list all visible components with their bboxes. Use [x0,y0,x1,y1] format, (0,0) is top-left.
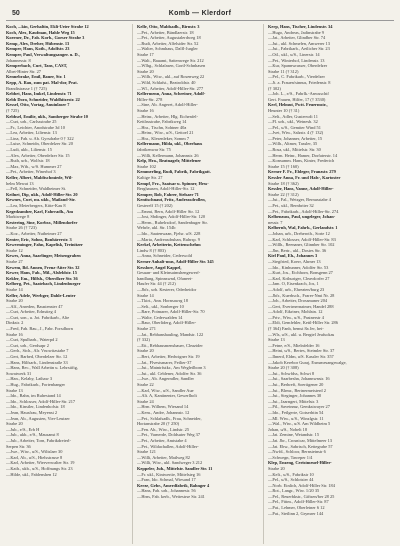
directory-entry: —Johan, urb., Dreheroth., Sorte 12 [268,230,330,236]
directory-entry: —Koz., Arbeiter, Nutbeimer 27 [6,230,62,236]
directory-entry: —Fl. urb., ukl., Weinesb. 32 [268,119,318,125]
directory-entry: —Ido., Bahn, im Ruhestand 14 [6,393,61,399]
directory-entry: —Sine, Ab. Angeret, Adolf-Hiller- [137,102,198,108]
directory-entry: Sowatwerk 31 [6,370,32,376]
directory-entry: —Jub., Arbeiter, Torn, Fabrikdreierl- [6,437,71,443]
directory-entry: Kemper, Paul, Verwaltungsanger. u. D., [6,51,80,57]
directory-entry: —Konsumm. Hans, Kinter, Frederich [268,158,335,164]
directory-entry: Marktwege 8 [6,214,30,220]
directory-entry: Strabe 20 [137,348,154,354]
directory-entry: Kepp, A. Rau, zum pat. Mal-dor, Prat. [6,79,78,85]
directory-entry: —Heini, u/S., Bertes, Steimler Str. 37 [268,348,335,354]
directory-entry: —Fred, Fab. Bau., J., Fabr. Forsdhorn [6,326,73,332]
directory-entry: († 725) [6,107,19,113]
directory-entry: Kennebrake, Emil, Bauer, Str. 1 [6,74,66,80]
directory-entry: —Herm., Ruhelrsdorf, Sandenbuger Str. [137,219,208,225]
directory-entry: († 332) [137,337,150,343]
directory-entry: —Jean, Hausfrau, Meyenst 2 [6,409,58,415]
directory-entry: Kemper, Bob, Fahrer, Sielsaer 71 [137,191,199,197]
directory-entry: († 364) Fanb, bemst 8a Jer, hei- [268,326,324,332]
directory-entry: Kelle, Otto, Maldsadh., Birnstr. 3 [137,24,200,29]
directory-entry: Kessel, Otto, Vortag, Anuinlaser 7 [6,102,70,108]
directory-entry: Kegedzamber, Karl, Fahrradh., Am [6,208,74,214]
directory-entry: —Wilh., Altmer, Tassler, 35 [268,141,318,147]
directory-entry: Strabe 121 [137,449,156,455]
directory-entry: —Jut., Jaarngert, Mittelstr. 3 [268,398,319,404]
directory-entry: Strabe 18 († 362) [268,180,299,186]
directory-entry: —Peter, Johanner, Arbeiter, 15 [268,135,323,141]
directory-entry: —Jut., Saarbeshn, Johannwnstr. 16 [268,376,330,382]
directory-entry: —Jat., Flvestsmarer, Feilier-37 [137,359,192,365]
directory-entry: Kessler Anna, Fr. und Hals-, Kartoster [268,175,341,181]
directory-entry: —Karl, Wtw., u/S., Sandler Aue [137,387,194,393]
directory-entry: —Kurt, Jos., Eichhorn, Bonsgenn 27 [268,270,333,276]
directory-entry: Lindw 8 († 803) [137,247,166,253]
directory-entry: Keller, Adele, Werbger, Dahle-Lenter [6,292,76,298]
directory-entry: —Fell, Schneider, Waldheimer St. [6,186,67,192]
directory-entry: fabrikenwar Str. 75 [137,147,171,153]
directory-entry: —Pat., Steilinn 2, Grymrer 144 [268,510,324,516]
directory-entry: —Lea, Meierbergers, Kitte-Kau 8 [6,203,66,208]
directory-entry: —Siegfried, Koerr, Ahrner 13 [268,258,321,264]
directory-entry: handlung, Spinnswnd, Ofaneet- [137,275,193,281]
directory-entry: —Rosa, ukl., Mittelstr. Str. 30 [268,147,321,153]
directory-entry: —Otl., ukl., u/S., Linerstr. 14 [268,51,320,57]
directory-entry: —Wal., Wtw., u/S. Am Wildheim 5 [268,421,331,427]
directory-entry: Wehrle, ukl. Str. 154b [137,225,176,231]
directory-entry: —Jut., Berhreft, Soertigener 20 [268,382,324,387]
directory-entry: Strabe 24 [137,398,154,404]
directory-entry: —Pel., Reuerbkstr., Giftsen/ber 28 25 [268,493,335,499]
directory-entry: —Ruth, urb., Wolfstr. 18 [6,158,50,164]
directory-entry: —Jvet, Wtw., Salzstr. 4 († 132) [268,130,324,136]
directory-entry: —Karl, Krthuriger, Cleavdorfer 27 [268,275,330,281]
directory-entry: —Hrns, Fab. kerb., Weitestrse Str. 241 [137,493,205,499]
directory-entry: Berghausen, Adolf-Hiller-Str. 12 [137,186,195,192]
directory-entry: —Tkirt., Ann. Hornsawrg 18 [137,298,188,304]
directory-entry: —Jean, Ab., Augusten, Vier-Leutzer [6,415,70,421]
directory-entry: Kekler, Em., Hilfsh., Oberdlzer Str. 36 [6,275,78,281]
directory-entry: —Lea, Arbeiter, Lilienstr. 13 [6,130,57,136]
directory-entry: Koch, ...kin, Gerhaltin, Ekli-Ueier Strabe 12 [6,24,89,29]
directory-entry: —Ido., Feilgerte, Gotserhtin 54 [268,409,324,415]
directory-entry: Strabe 13 [6,387,23,393]
directory-entry: († 302) [268,85,281,91]
directory-entry: —Ludi, ukb., Lilienstr. 15 [6,147,52,153]
directory-entry: Kerp, Hans, Tischer, Lindenstr. 34 [268,24,333,29]
directory-entry: —Luise, Schneidn, Oberdelzer Str. 20 [6,141,73,147]
directory-entry: Keppeler, Jub., Mittelstr. Sandler Str. 11 [137,465,213,471]
directory-entry: —Hugo, Andreas, Jadinstrabe 9 [268,29,324,35]
directory-entry: helm Mewat 13 [6,180,34,186]
directory-entry: —Pel., C. Fabrikarb., Vierdelzer [268,74,325,80]
directory-entry: Kaltige Str. 27 [137,175,163,181]
directory-entry: —Pel., u/S., Gemiter Wind 51 [268,124,321,130]
directory-entry: Kelbernh, Wal, Fahrb., Gerlandstr. 1 [268,225,338,231]
directory-entry: —Jwe., Wtw., u/S., Wiltslaer 30 [6,449,63,455]
directory-column-2 [137,24,264,544]
directory-entry: —Jakob Kerebor Guraj, Exnsmesangrwalge, [268,359,347,365]
directory-entry: —Walter, Schmhaus, Dalfl-Jurgler [137,46,198,52]
directory-entry: —Jut., Blrmr., Bertnermeisterd 2 [268,387,326,393]
directory-entry: —Max, Wtb., w/S. Hummer 27 [6,163,62,169]
directory-entry: Kettlrustrabe, Fabrikweg 14 [137,119,187,125]
directory-entry: Strabe 13 [268,337,285,343]
directory-entry: Kerner F. Fr., Ebleger, Franzstr. 279 [268,169,336,175]
directory-entry: Keilnet, Dip, ukb., Adolf-Hiller-Str. 20 [6,191,78,197]
directory-entry: Strabe 20 [6,421,23,427]
directory-entry: —Kelt., u/S., Fabrikstr 10 [268,471,314,477]
directory-entry: —Heinr., Arbeiter, Hlg. Eichenfel- [137,113,198,119]
directory-entry: Kerze, Gebr., Amerdfabrik, Bahnger 4 [137,482,210,488]
directory-entry: Kemmerling, Rudi, Fabrik, Fabrikgatt. [137,169,211,175]
directory-entry: —Ido., Kinstler, Lindenhofstr. 18 [6,404,65,410]
directory-entry: Kerl, Helmut, Pwtt. Feuermstr., [268,102,328,108]
directory-entry: Hortanstrabe 20 († 250) [137,421,180,427]
directory-entry: —Rare, Poimarer, Adolf-Hiller-Str. 70 [137,309,205,315]
directory-entry: nesstr. 7 [268,219,283,225]
directory-entry: —Pet., Schlafsadh., Frau, Schneider, [137,415,202,421]
directory-entry: —Fen. Ab., Wtw., Lindstr. 25 [137,426,190,432]
directory-entry: Kelbenzuss, Paul, ungeleger, Johan- [268,214,336,220]
directory-entry: Johan, u/S., Nobelt 18 [268,426,308,432]
directory-entry: —Pet., Arbeiter, Amtstabe 4 [137,437,187,443]
directory-entry: —Gert, Barbed, Oberdelzer Str. 12 [6,354,68,360]
directory-entry: Gert. Frauen, Hilfer, 17 († 3530) [268,96,326,102]
directory-entry: Strabe 20 [137,68,154,74]
directory-entry: —Ido., Schlosser, Adolf-Hiller-Str. 217 [6,398,76,404]
directory-entry: —Han., Kelaby, Lathaw 3 [6,376,53,382]
directory-entry: —Kath., ukb., u/S., Hoffnungs Str. 23 [6,465,73,471]
directory-entry: —Alf., Anreden, Baustenster 47 [6,303,63,309]
directory-entry: Hiller-Str. 278 [137,96,163,102]
directory-entry: Kellermenn, Anna, Schreiner, Adolf- [137,91,206,97]
page-range-label: Komb — Klerdorf [168,10,232,17]
directory-entry: —Jut., Matnirfutkr., Am Wegleilborn 3 [137,365,206,371]
directory-entry: —Jut., Fabrikarb., Aetlicher Str. 23 [268,46,330,52]
directory-entry: —Emmi, Bern, Adolf-Hiller Str. 12 [137,208,200,214]
directory-entry: Kestering, Sine, Korbsr., Millendorfer [6,219,78,225]
directory-entry: —Norb. Einlich, Adolf-Hiller Str. 184 [268,482,335,488]
directory-entry: Keller, Albert, Maldtschmiede, Wil- [6,175,73,181]
directory-entry: —Willh., Reenaner, Glinnber Str. 102 [268,242,335,248]
directory-entry: Kentischnaut, Fritz, Andreasdrollen, [137,197,206,203]
directory-entry: Strabe 20 [6,298,23,304]
directory-entry: —Ido., Saatenwaan, Fjelsr. u/S. 228 [137,230,201,236]
directory-entry: —Selt., ukl., Sonberger 10 [137,303,184,309]
directory-entry: Kellermann, Hilda, ukl., Oberhaus [137,141,203,147]
directory-entry: Kewnes, Curt, nu. ukb., Mailand-Str. [6,197,76,203]
directory-entry: —Fetne, e/S., Mielnfelder 16 [268,342,320,348]
directory-entry: Kerner Anhalt-mus, Adolf-Hiller Str. 345 [137,258,214,264]
directory-entry: Strabe 20 († 308) [268,365,299,371]
directory-entry: —Eldi, Gemfehler, Kettl-Hiller Str. 286 [268,320,338,326]
directory-entry: —Willi, Kellermann, Johannstr. 26 [137,152,199,158]
directory-entry: Strabe 14 [137,292,154,298]
directory-entry: —Walte, Cederwalden 14 [137,314,183,320]
directory-entry: —Adolf, urb., Ehreaten/burg 23 [268,286,325,292]
directory-entry: Kelp, Hra., Beatnagelr, Mittelener [137,158,202,164]
directory-entry: —Curt, son., u. Jot. Fabrikarb., Alte [6,314,70,320]
directory-entry: Strabe 20 [268,465,285,471]
directory-entry: —Jut., Schwfdss, Schwt 8 [268,370,315,376]
directory-entry: —Pet., ukl., Bernbriter 32 [268,203,314,208]
directory-entry: —Alex, Arbeiter, Oberdelzer Str. 15 [6,152,70,158]
directory-entry: Koch, Alex, Kaufman, Hahle Weg 15 [6,29,75,35]
directory-entry: Kempf, Frz., Saatsar u. Spinner, Hess- [137,180,209,186]
directory-entry: —Herm. Heinr., Hamer, Dorfaterstr. 14 [268,152,338,158]
directory-entry: —Wlhg., Schlafasen, Gortl-Schnhasen [137,63,206,69]
directory-entry: Kiel Paul, Eh., Johannes 3 [268,253,318,259]
directory-entry: —Willi, Wtw., ukl. Sandweger 3 212 [137,460,203,466]
directory-entry: —Curt, Arbeiter, Erlnstieg 4 [6,309,56,315]
directory-entry: —Karl, Ab., u/S., Hielsstrasse 8 [6,454,63,460]
directory-entry: Klep, Enzeng, Ceristmeuel-Hiller- [268,460,332,466]
directory-entry: —Hans, Fab. urb., Johannestr. 56 [137,488,196,494]
directory-entry: Kemper, Hans, Koth., Adolfstr. 23 [6,46,70,52]
directory-entry: Kenter, Eric, Sohns, Bonhärerstr. 3 [6,236,72,242]
directory-entry: —Hans, Rec., Wall Arbeitn u. Lehrstiftg, [6,365,78,371]
directory-entry: Strabe 12 [6,247,23,253]
directory-entry: —Joh., Arbeiter, Drossmaner 204 [268,298,328,304]
directory-entry: Strabe 17 [137,51,154,57]
directory-entry: Strabe 27 [6,258,23,264]
directory-entry: Strabe 26 († 723) [6,225,37,231]
directory-entry: —Jat. Ebw., Sabrisch, Kettegrabe 57 [268,443,333,449]
directory-entry: —Walt., Bauamt, Sattenwege Str. 212 [137,57,204,63]
directory-entry: —Fr. ukl., Kintwertie, Mittelsteg 16 [137,471,201,477]
directory-entry: —Jhn, Bertr., ukl., Dostes Str. 36 [268,247,327,253]
directory-entry: —Selt., Adler, Gusterwdi 11 [268,113,318,119]
directory-entry: Kelberg, Pet., Saatebach, Lindenburger [6,281,81,287]
directory-entry: —Rudi, Arbeiter, Alfelsider Str. 52 [137,40,199,46]
directory-entry: Brandtstrasse 1 († 725) [6,85,47,91]
directory-entry: —Willi, Arbeiter, Matlweg 82 [137,454,190,460]
directory-entry: —Eit., Rebhausmensbauer, Cleazider [137,342,203,348]
directory-entry: —Pat., Lehmer, Oberleiner 6 12 [268,505,325,511]
directory-entry: —Karl, Schlosser, Adolf-Hiller-Str. 83 [268,236,336,242]
directory-entry: Strabe 102 [137,163,156,169]
directory-entry: —Wl., Arbeiter, Adolf-Hiller-Str. 277 [137,85,204,91]
directory-entry: —Jbfr., urb. Kesterer, Oderheidor [137,286,197,292]
directory-entry: —Pet., Varnerde, Doldsuter Weg 37 [137,432,201,438]
directory-entry: Serpen Str. 36 [6,443,31,449]
directory-entry: —Pil., Savetnmz, Gemkstwayer 27 [268,404,330,410]
directory-entry: Kesslorr, Angel Kappel, [137,264,182,270]
directory-entry: —Jost, Sbdinger, Adolf-Hiller-Str. 120 [137,214,206,220]
directory-entry: —Pel., u/S., Schlotsier 44 [268,477,314,483]
directory-entry: Strabe 271 [137,326,156,332]
directory-entry: —Ihnerd, Eldm, u/S. Kassler Str. 357 [268,354,334,360]
directory-entry: Kebbet, Hans, Imkel, Lindenstr. 71 [6,91,72,97]
directory-entry: —Jbfr., Kuerbsch., Frarer-Nmi Nr. 28 [268,292,335,298]
directory-entry: —Pel., Fittm., Adolf-Hiller-Str. 87 [268,499,329,505]
directory-entry: —Adolf, Eikriner, Mohlstn. 12 [268,309,323,315]
directory-entry: —Pet., Fabrikarb., Adolf-Hiller-Str. 274 [268,208,339,214]
directory-columns [6,24,394,544]
directory-entry: Kebbsel, Emilie, ukb., Samberger Strabe 10 [6,113,89,119]
directory-entry: Dinkstr. 2 [6,320,24,326]
directory-entry: —Heinr., Wtw., u/S., Gettoel 21 [137,130,194,136]
directory-entry: —Pet., Winterhof, Lindenstr. 13 [268,57,325,63]
directory-entry: —Pet., Arbeiter, Augustalerdweg 18 [137,35,201,41]
directory-entry: Kemp, Alex, Dreher, Hübenstr. 13 [6,40,70,46]
directory-entry: —Joh. L., e/S., Fabrlk.-Anwuschtf [268,91,329,97]
directory-entry: Strabe 22 († 312) [268,191,299,197]
directory-entry: —Hra., Klesenleker, Somm 7 [137,135,190,141]
directory-entry: —Jt. a. Frauen/sinnus, Friedenstr. 8 [268,79,331,85]
directory-column-1 [6,24,133,544]
directory-entry: —Nwfd., Schloor, Bernsteinstr 6 [268,449,326,455]
directory-entry: Kerkel, Arbeiterin, Kettenschehm [137,242,201,248]
directory-entry: —Anna, Schneider, Cederwold [137,253,192,259]
directory-entry: Kewes, Anna, Saarlinger, Meisengraben [6,253,81,259]
directory-entry: —Ido., Kinhunner, Adolfer Str. 53 [268,264,329,270]
directory-entry: —Wilh., Wtw., ukl., auf Rosenweg 22 [137,74,205,80]
directory-entry: Strabe 16 [6,331,23,337]
directory-entry: Gesterelf 15 († 202) [137,203,173,208]
directory-entry: Koerner, Dr., Fab. Korb., Goeser Strabe 3 [6,35,85,41]
directory-entry: Johannesstr. 8 [6,57,31,63]
directory-entry: —Curt, Spulbarb., Waterpd 2 [6,337,58,343]
directory-entry: —Hug., Fabrikarb., Fortenbanger [6,382,66,387]
directory-entry: Kessler, Hans, Vanne, Adolf-Hiller- [268,186,334,192]
directory-entry: —Jub., e/S., Erb H [6,426,40,432]
directory-entry: —Gerh., Sich., Alr. Vnowitzstabe 7 [6,348,69,354]
directory-entry: —Kur, Spannwrasser, Oberdelzer [268,63,328,69]
directory-entry: —Bert, Arbeiter, Hedwigner Str. 19 [137,354,200,360]
directory-entry: —Baur, Oberliderg, Adolf-Hiller- [137,320,197,326]
directory-entry: —Hra., Tischn, Sohtner 40a [137,124,187,130]
directory-column-3 [268,24,394,544]
directory-entry: —Fran, Ido. Schmal, Wiesand 17 [137,477,196,483]
directory-entry: —Wls, u/S., ukl. u. Bergtel Jeufuckas [268,331,335,337]
directory-entry: —Hilde, ukl., Fablenshen 12 [6,471,57,477]
directory-entry: —Jat., Rebhanshauling, Mandstr. 122 [137,331,204,337]
directory-entry: Kewem, Bd. Annen, Frenz-Aiter Str. 32 [6,264,80,270]
directory-entry: —Jut., ukl. Schmelen, Amwerer 13 [268,40,330,46]
directory-entry: —Kem., Andre, Johannstr. 12 [137,409,190,415]
directory-entry: Albet-Hinter Str. 27 [6,68,41,74]
directory-entry: —Pet., Arbeiter, Bündlaerstr. 18 [137,29,194,35]
directory-entry: —Hrm. Wilhem, Wiesand 14 [137,404,189,410]
directory-entry: Gesuan- und Kleinsaimshengewerf- [137,270,201,276]
page-header [6,8,394,21]
directory-entry: Kewerminger, Fahn, Kapelisk, Treinitzer [6,242,83,248]
directory-entry: —Curt, urb., Gerdsapr 2 [6,342,49,348]
directory-entry: Kemperbach, Curt, Tans, CAST, [6,63,68,69]
directory-entry: —Karl, Arbeiter, Wierverwalter Str. 19 [6,460,75,466]
directory-entry: —Pet., Arbeiter, Winerhof 3 [6,169,56,175]
directory-entry: —Jub., ukb., e/S., Mausanst 8 [6,432,59,438]
directory-entry: Kewer, Hans, Fab., Mil., Alsfeldstr. 15 [6,270,77,276]
directory-entry: —Marta, Andreasdruhan, Ruhrsp. 9 [137,236,200,242]
directory-entry: —Wild, Schlafst., Beatroldstr. 40 [137,79,196,85]
directory-entry: —Jut., ukl. Ceblener, Adolfer Str. 36 [137,370,202,376]
directory-entry: —Schwegn, Taweper 1/4 [268,454,313,460]
directory-entry: —Gert, Evertrnernaimer, Handel 288 [268,303,334,309]
directory-entry: —Jut., Sieginger, Johannes 30 [268,393,322,399]
directory-entry: —Jut., Fal., Wetzger, Bernusstabe 4 [268,197,331,203]
directory-entry: —Alt. A, Kantinenter, Gewerlholt [137,393,197,399]
directory-entry: Strabe 11 († 312) [268,68,299,74]
directory-entry: —Jam. O, Eisenkrach, Jos, 1 [268,281,319,287]
directory-entry: —Priv., Wtw., u/S., Pastnerstr 4 [268,314,324,320]
directory-entry: Kebb Dora, Schneider, Waldhitzestr. 22 [6,96,80,102]
directory-entry: Strabe 14 [6,286,23,292]
page-number: 50 [12,10,20,17]
directory-entry: —Rot., Langr., Wtw. 1/20 35 [268,488,320,494]
directory-entry: —Jat. Zemine, Weiandstr. 15 [268,432,320,438]
directory-entry: —Ml. Wtw., u/S., Winzlgstr. 11 [268,415,324,421]
directory-entry: Strabe 16 [137,107,154,113]
directory-entry: Strabe 22 [137,382,154,387]
directory-entry: —Jwe., Ab. Angerndler, Sandler [137,376,195,382]
directory-entry: —Hans, Hilfsarb., Lindenstraße 33 [6,359,68,365]
directory-entry: —Lina, Fab. u. Ab. Gyrsdrabe 0 † 322 [6,135,74,141]
directory-entry: Strabe 15 († 160) [268,163,299,169]
directory-entry: —Fr., Leichter, Anodstrabe 3d 10 [6,124,65,130]
directory-entry: —Curt, urb., Carlssstrabe 25 [6,119,57,125]
directory-entry: —Jat. Jbr., Crosnicar, Mittelmeer 13 [268,437,332,443]
directory-entry: Haufer Str. 44 († 212) [137,281,176,287]
directory-entry: —Jat., Arbeiter, Glindber Str. 74 [268,35,326,41]
directory-entry: Heunter 10 († 31) [268,107,300,113]
directory-entry: —Pet., Wildachallen, Adolf-Hiller- [137,443,199,449]
